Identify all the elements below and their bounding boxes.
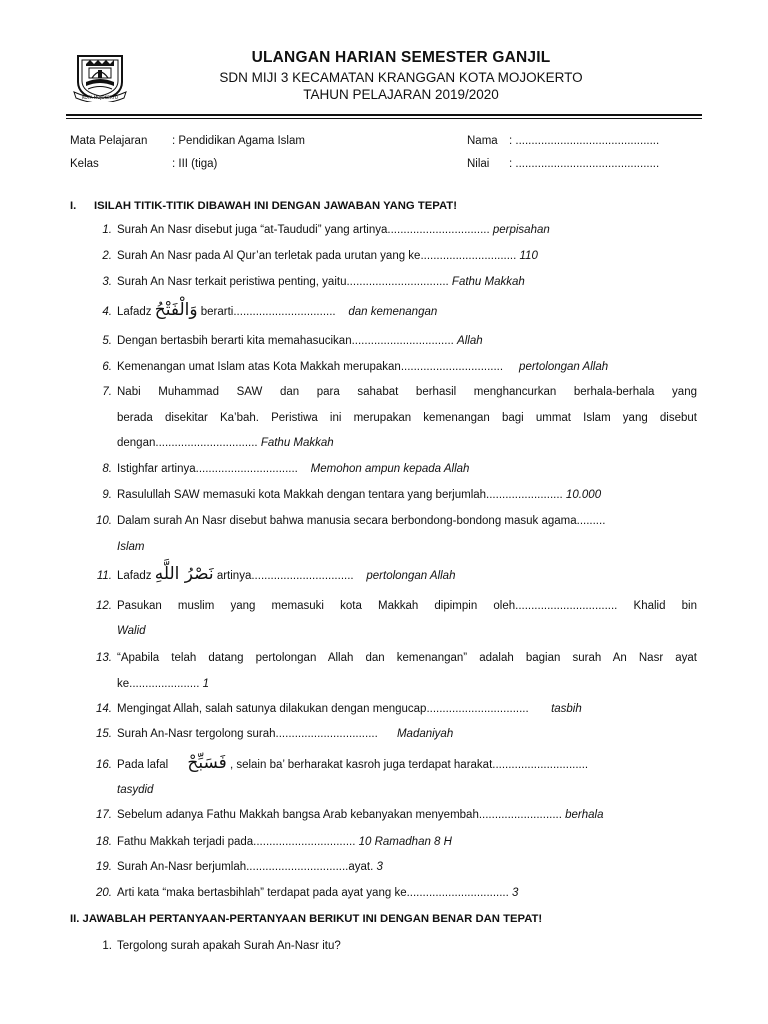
arabic-lafadz: نَصْرُ اللَّهِ — [154, 564, 214, 584]
question-5: Dengan bertasbih berarti kita memahasucikan................................ Allah — [117, 335, 483, 347]
name-field[interactable]: : ............................................. — [509, 135, 660, 147]
answer-6: pertolongan Allah — [519, 361, 609, 373]
section2-title: II. JAWABLAH PERTANYAAN-PERTANYAAN BERIKUT INI DENGAN BENAR DAN TEPAT! — [70, 913, 543, 925]
question-3: Surah An Nasr terkait peristiwa penting, yaitu................................ Fathu Makkah — [117, 276, 525, 288]
answer-9: 10.000 — [565, 489, 602, 501]
answer-7: Fathu Makkah — [260, 437, 334, 449]
question-7-line-1: Nabi Muhammad SAW dan para sahabat berhasil menghancurkan berhala-berhala yang — [117, 386, 697, 398]
essay-question-1: Tergolong surah apakah Surah An-Nasr itu? — [117, 940, 341, 952]
question-number: 6. — [102, 361, 112, 373]
subject-label: Mata Pelajaran — [70, 135, 148, 147]
answer-12: Walid — [117, 625, 146, 637]
question-20: Arti kata “maka bertasbihlah” terdapat pada ayat yang ke................................ 3 — [117, 887, 519, 899]
exam-title: ULANGAN HARIAN SEMESTER GANJIL — [251, 49, 551, 66]
academic-year: TAHUN PELAJARAN 2019/2020 — [303, 87, 499, 102]
question-6: Kemenangan umat Islam atas Kota Makkah merupakan................................ pertolongan Allah — [117, 361, 609, 373]
answer-4: dan kemenangan — [348, 306, 438, 318]
question-18: Fathu Makkah terjadi pada................................ 10 Ramadhan 8 H — [117, 836, 452, 848]
question-number: 10. — [96, 515, 112, 527]
question-9: Rasulullah SAW memasuki kota Makkah dengan tentara yang berjumlah........................ 10.000 — [117, 489, 602, 501]
question-4: Lafadz وَالْفَتْحُ berarti................................ dan kemenangan — [117, 300, 438, 320]
class-label: Kelas — [70, 158, 99, 170]
question-number: 5. — [102, 335, 112, 347]
question-7-line-3: dengan................................ Fathu Makkah — [117, 437, 334, 449]
answer-11: pertolongan Allah — [366, 570, 456, 582]
question-1: Surah An Nasr disebut juga “at-Taududi” yang artinya................................ perpisahan — [117, 224, 550, 236]
question-2: Surah An Nasr pada Al Qur’an terletak pada urutan yang ke.............................. 110 — [117, 250, 538, 262]
question-number: 13. — [96, 652, 112, 664]
arabic-lafadz: فَسَبِّحْ — [187, 753, 227, 773]
answer-14: tasbih — [551, 703, 582, 715]
question-10-line-2 — [117, 541, 697, 553]
question-number: 3. — [102, 276, 112, 288]
header-divider-thick — [66, 114, 702, 116]
answer-2: 110 — [519, 250, 538, 262]
arabic-lafadz: وَالْفَتْحُ — [154, 300, 198, 320]
section1-roman: I. — [70, 200, 77, 212]
question-number: 17. — [96, 809, 112, 821]
question-15: Surah An-Nasr tergolong surah................................ Madaniyah — [117, 728, 454, 740]
name-label: Nama — [467, 135, 498, 147]
question-number: 4. — [102, 306, 112, 318]
answer-10: Islam — [117, 541, 145, 553]
question-number: 16. — [96, 759, 112, 771]
class-value: : III (tiga) — [172, 158, 218, 170]
answer-16: tasydid — [117, 784, 154, 796]
question-11: Lafadz نَصْرُ اللَّهِ artinya................................ pertolongan Allah — [117, 564, 456, 584]
question-19: Surah An-Nasr berjumlah................................ayat. 3 — [117, 861, 383, 873]
question-12-line-1: Pasukan muslim yang memasuki kota Makkah dipimpin oleh................................ Khalid bin — [117, 600, 697, 612]
answer-1: perpisahan — [492, 224, 550, 236]
question-7-line-2: berada disekitar Ka’bah. Peristiwa ini merupakan kemenangan bagi ummat Islam yang disebut — [117, 412, 697, 424]
question-14: Mengingat Allah, salah satunya dilakukan dengan mengucap................................ tasbih — [117, 703, 582, 715]
question-13-line-1: “Apabila telah datang pertolongan Allah dan kemenangan” adalah bagian surah An Nasr ayat — [117, 652, 697, 664]
question-12-line-2 — [117, 625, 697, 637]
question-number: 19. — [96, 861, 112, 873]
header-divider-thin — [66, 118, 702, 119]
answer-8: Memohon ampun kepada Allah — [310, 463, 470, 475]
question-number: 1. — [102, 940, 112, 952]
question-number: 15. — [96, 728, 112, 740]
svg-text:KOTA MOJOKERTO: KOTA MOJOKERTO — [82, 95, 118, 100]
answer-3: Fathu Makkah — [451, 276, 525, 288]
question-16-line-2 — [117, 784, 697, 796]
question-10-line-1: Dalam surah An Nasr disebut bahwa manusia secara berbondong-bondong masuk agama......... — [117, 515, 606, 527]
question-number: 18. — [96, 836, 112, 848]
question-13-line-2: ke...................... 1 — [117, 678, 210, 690]
answer-19: 3 — [376, 861, 383, 873]
question-17: Sebelum adanya Fathu Makkah bangsa Arab kebanyakan menyembah.......................... berhala — [117, 809, 604, 821]
answer-13: 1 — [202, 678, 210, 690]
school-name: SDN MIJI 3 KECAMATAN KRANGGAN KOTA MOJOKERTO — [219, 70, 583, 85]
answer-15: Madaniyah — [396, 728, 454, 740]
score-field[interactable]: : ............................................. — [509, 158, 660, 170]
question-8: Istighfar artinya................................ Memohon ampun kepada Allah — [117, 463, 470, 475]
score-label: Nilai — [467, 158, 490, 170]
question-number: 7. — [102, 386, 112, 398]
question-number: 14. — [96, 703, 112, 715]
question-number: 2. — [102, 250, 112, 262]
question-number: 9. — [102, 489, 112, 501]
answer-17: berhala — [565, 809, 604, 821]
question-number: 8. — [102, 463, 112, 475]
section1-title: ISILAH TITIK-TITIK DIBAWAH INI DENGAN JAWABAN YANG TEPAT! — [94, 200, 457, 212]
answer-20: 3 — [512, 887, 519, 899]
question-16-line-1: Pada lafal فَسَبِّحْ , selain ba’ berharakat kasroh juga terdapat harakat.............................. — [117, 753, 589, 773]
question-number: 20. — [96, 887, 112, 899]
question-number: 12. — [96, 600, 112, 612]
question-number: 11. — [96, 570, 112, 582]
answer-5: Allah — [457, 335, 483, 347]
subject-value: : Pendidikan Agama Islam — [172, 135, 305, 147]
question-number: 1. — [102, 224, 112, 236]
answer-18: 10 Ramadhan 8 H — [358, 836, 452, 848]
